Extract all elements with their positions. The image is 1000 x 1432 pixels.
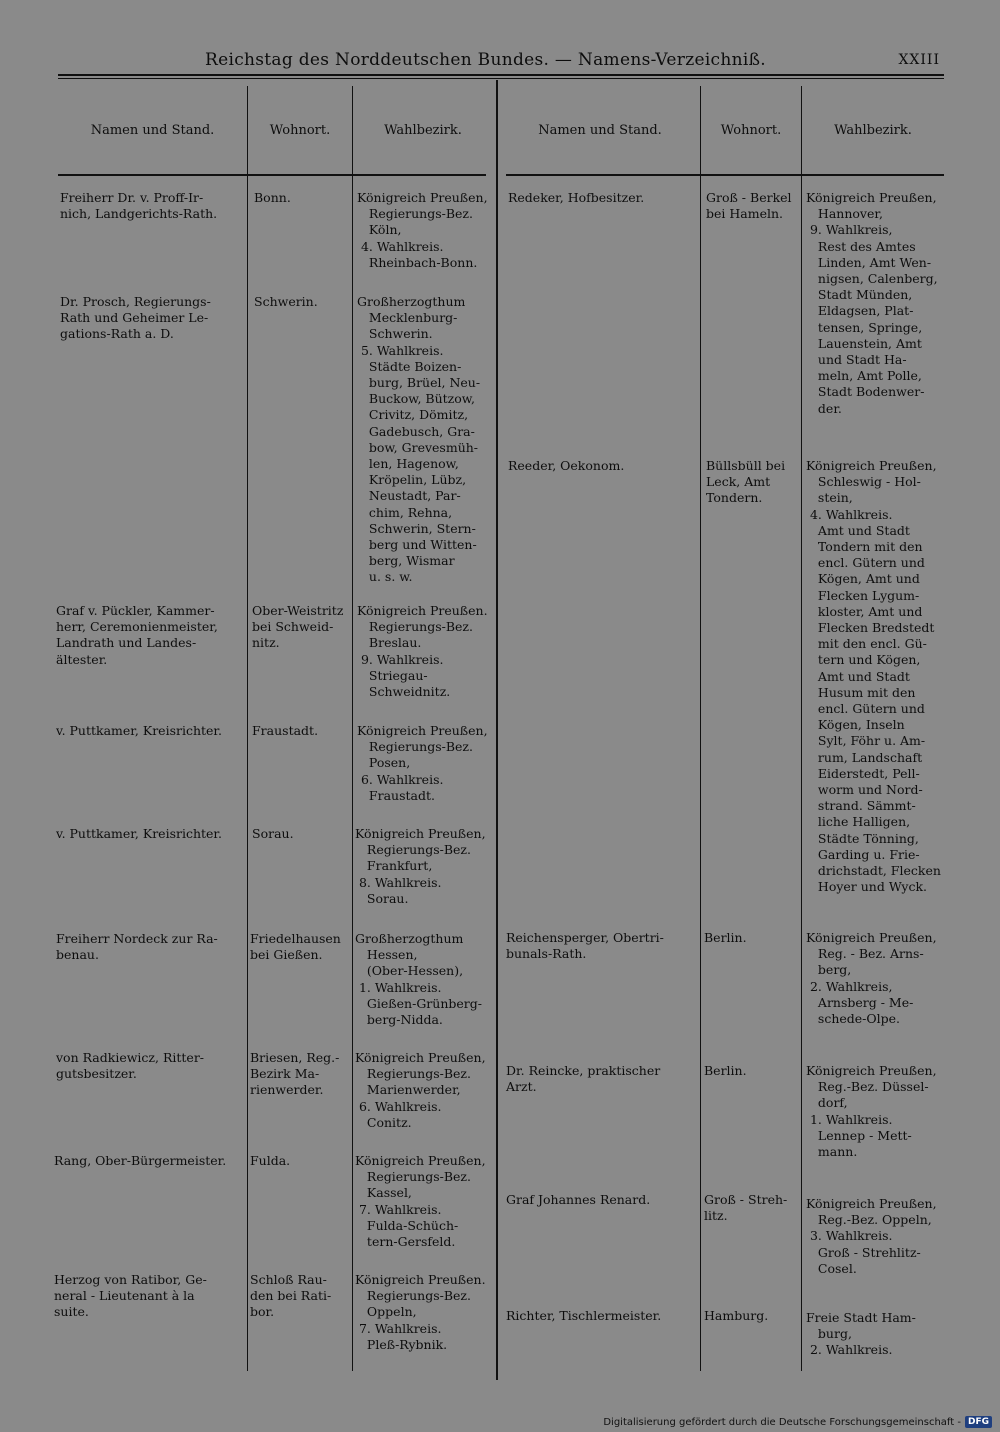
entry-wahlbezirk: Großherzogthum Mecklenburg- Schwerin. 5. Wahlkreis. Städte Boizen- burg, Brüel, Neu- Buckow, Bützow, Crivitz, Dömitz, Gadebusch, Gra- bow, Grevesmüh- len, Hagenow, Kröpelin, Lübz, Neustadt, Par- chim, Rehna, Schwerin, Stern- berg und Witten- berg, Wismar u. s. w. bbox=[357, 294, 481, 585]
left-header-wohnort: Wohnort. bbox=[269, 123, 331, 138]
left-table-head-rule bbox=[58, 174, 486, 176]
entry-wahlbezirk: Königreich Preußen. Regierungs-Bez. Oppeln, 7. Wahlkreis. Pleß-Rybnik. bbox=[355, 1272, 486, 1352]
entry-name: Graf Johannes Renard. bbox=[506, 1192, 651, 1207]
dfg-logo: DFG bbox=[965, 1416, 992, 1428]
left-header-wahlbezirk: Wahlbezirk. bbox=[384, 123, 462, 138]
entry-name: Dr. Prosch, Regierungs- Rath und Geheimer Le- gations-Rath a. D. bbox=[60, 294, 211, 342]
right-header-wohnort: Wohnort. bbox=[720, 123, 782, 138]
header-rule bbox=[58, 74, 944, 76]
entry-name: Richter, Tischlermeister. bbox=[506, 1308, 662, 1323]
entry-wahlbezirk: Königreich Preußen, Regierungs-Bez. Posen, 6. Wahlkreis. Fraustadt. bbox=[357, 723, 488, 803]
entry-name: von Radkiewicz, Ritter- gutsbesitzer. bbox=[56, 1050, 205, 1082]
right-table-head-rule bbox=[506, 174, 944, 176]
right-col-divider-2 bbox=[801, 86, 802, 1371]
left-header-name: Namen und Stand. bbox=[90, 123, 215, 138]
page-title: Reichstag des Norddeutschen Bundes. — Namens-Verzeichniß. bbox=[205, 50, 766, 70]
entry-wahlbezirk: Königreich Preußen, Hannover, 9. Wahlkreis, Rest des Amtes Linden, Amt Wen- nigsen, Calenberg, Stadt Münden, Eldagsen, Plat- tensen, Springe, Lauenstein, Amt und Stadt Ha- meln, Amt Polle, Stadt Bodenwer- der. bbox=[806, 190, 938, 416]
entry-wohnort: Berlin. bbox=[704, 930, 747, 945]
entry-wahlbezirk: Großherzogthum Hessen, (Ober-Hessen), 1. Wahlkreis. Gießen-Grünberg- berg-Nidda. bbox=[355, 931, 482, 1028]
entry-wahlbezirk: Königreich Preußen, Reg.-Bez. Düssel- dorf, 1. Wahlkreis. Lennep - Mett- mann. bbox=[806, 1063, 937, 1160]
entry-wahlbezirk: Freie Stadt Ham- burg, 2. Wahlkreis. bbox=[806, 1310, 916, 1358]
footer-text: Digitalisierung gefördert durch die Deutsche Forschungsgemeinschaft - bbox=[603, 1416, 961, 1428]
entry-name: Herzog von Ratibor, Ge- neral - Lieutenant à la suite. bbox=[54, 1272, 207, 1320]
entry-name: v. Puttkamer, Kreisrichter. bbox=[56, 826, 223, 841]
entry-wohnort: Berlin. bbox=[704, 1063, 747, 1078]
entry-wohnort: Friedelhausen bei Gießen. bbox=[250, 931, 341, 963]
entry-name: Reeder, Oekonom. bbox=[508, 458, 625, 473]
page-number: XXIII bbox=[898, 52, 940, 68]
entry-wahlbezirk: Königreich Preußen, Regierungs-Bez. Frankfurt, 8. Wahlkreis. Sorau. bbox=[355, 826, 486, 906]
entry-wahlbezirk: Königreich Preußen, Regierungs-Bez. Marienwerder, 6. Wahlkreis. Conitz. bbox=[355, 1050, 486, 1130]
entry-name: Freiherr Nordeck zur Ra- benau. bbox=[56, 931, 218, 963]
entry-wahlbezirk: Königreich Preußen, Schleswig - Hol- stein, 4. Wahlkreis. Amt und Stadt Tondern mit den encl. Gütern und Kögen, Amt und Flecken Lygum- kloster, Amt und Flecken Bredstedt mit den encl. Gü- tern und Kögen, Amt und Stadt Husum mit den encl. Gütern und Kögen, Inseln Sylt, Föhr u. Am- rum, Landschaft Eiderstedt, Pell- worm und Nord- strand. Sämmt- liche Halligen, Städte Tönning, Garding u. Frie- drichstadt, Flecken Hoyer und Wyck. bbox=[806, 458, 941, 895]
entry-wahlbezirk: Königreich Preußen. Regierungs-Bez. Breslau. 9. Wahlkreis. Striegau- Schweidnitz. bbox=[357, 603, 488, 700]
entry-wohnort: Groß - Berkel bei Hameln. bbox=[706, 190, 792, 222]
entry-name: Redeker, Hofbesitzer. bbox=[508, 190, 645, 205]
entry-wahlbezirk: Königreich Preußen, Regierungs-Bez. Kassel, 7. Wahlkreis. Fulda-Schüch- tern-Gersfeld. bbox=[355, 1153, 486, 1250]
entry-name: Reichensperger, Obertri- bunals-Rath. bbox=[506, 930, 664, 962]
entry-wahlbezirk: Königreich Preußen, Regierungs-Bez. Köln, 4. Wahlkreis. Rheinbach-Bonn. bbox=[357, 190, 488, 270]
left-col-divider-1 bbox=[247, 86, 248, 1371]
entry-name: Dr. Reincke, praktischer Arzt. bbox=[506, 1063, 661, 1095]
entry-wohnort: Schwerin. bbox=[254, 294, 318, 309]
center-divider bbox=[496, 80, 498, 1380]
entry-wohnort: Sorau. bbox=[252, 826, 294, 841]
left-col-divider-2 bbox=[352, 86, 353, 1371]
entry-name: Rang, Ober-Bürgermeister. bbox=[54, 1153, 227, 1168]
entry-wohnort: Büllsbüll bei Leck, Amt Tondern. bbox=[706, 458, 786, 506]
entry-wahlbezirk: Königreich Preußen, Reg.-Bez. Oppeln, 3. Wahlkreis. Groß - Strehlitz- Cosel. bbox=[806, 1196, 937, 1276]
entry-wohnort: Schloß Rau- den bei Rati- bor. bbox=[250, 1272, 332, 1320]
entry-wahlbezirk: Königreich Preußen, Reg. - Bez. Arns- berg, 2. Wahlkreis, Arnsberg - Me- schede-Olpe. bbox=[806, 930, 937, 1027]
header-rule-thin bbox=[58, 78, 944, 79]
right-header-name: Namen und Stand. bbox=[538, 123, 662, 138]
entry-wohnort: Fulda. bbox=[250, 1153, 291, 1168]
entry-name: v. Puttkamer, Kreisrichter. bbox=[56, 723, 223, 738]
right-col-divider-1 bbox=[700, 86, 701, 1371]
right-header-wahlbezirk: Wahlbezirk. bbox=[834, 123, 912, 138]
entry-wohnort: Groß - Streh- litz. bbox=[704, 1192, 788, 1224]
entry-wohnort: Fraustadt. bbox=[252, 723, 319, 738]
entry-wohnort: Bonn. bbox=[254, 190, 291, 205]
page-header bbox=[60, 50, 940, 76]
entry-wohnort: Ober-Weistritz bei Schweid- nitz. bbox=[252, 603, 344, 651]
footer-credit bbox=[603, 1416, 992, 1428]
entry-name: Graf v. Pückler, Kammer- herr, Ceremonienmeister, Landrath und Landes- ältester. bbox=[56, 603, 218, 667]
entry-name: Freiherr Dr. v. Proff-Ir- nich, Landgerichts-Rath. bbox=[60, 190, 218, 222]
entry-wohnort: Hamburg. bbox=[704, 1308, 769, 1323]
entry-wohnort: Briesen, Reg.- Bezirk Ma- rienwerder. bbox=[250, 1050, 340, 1098]
